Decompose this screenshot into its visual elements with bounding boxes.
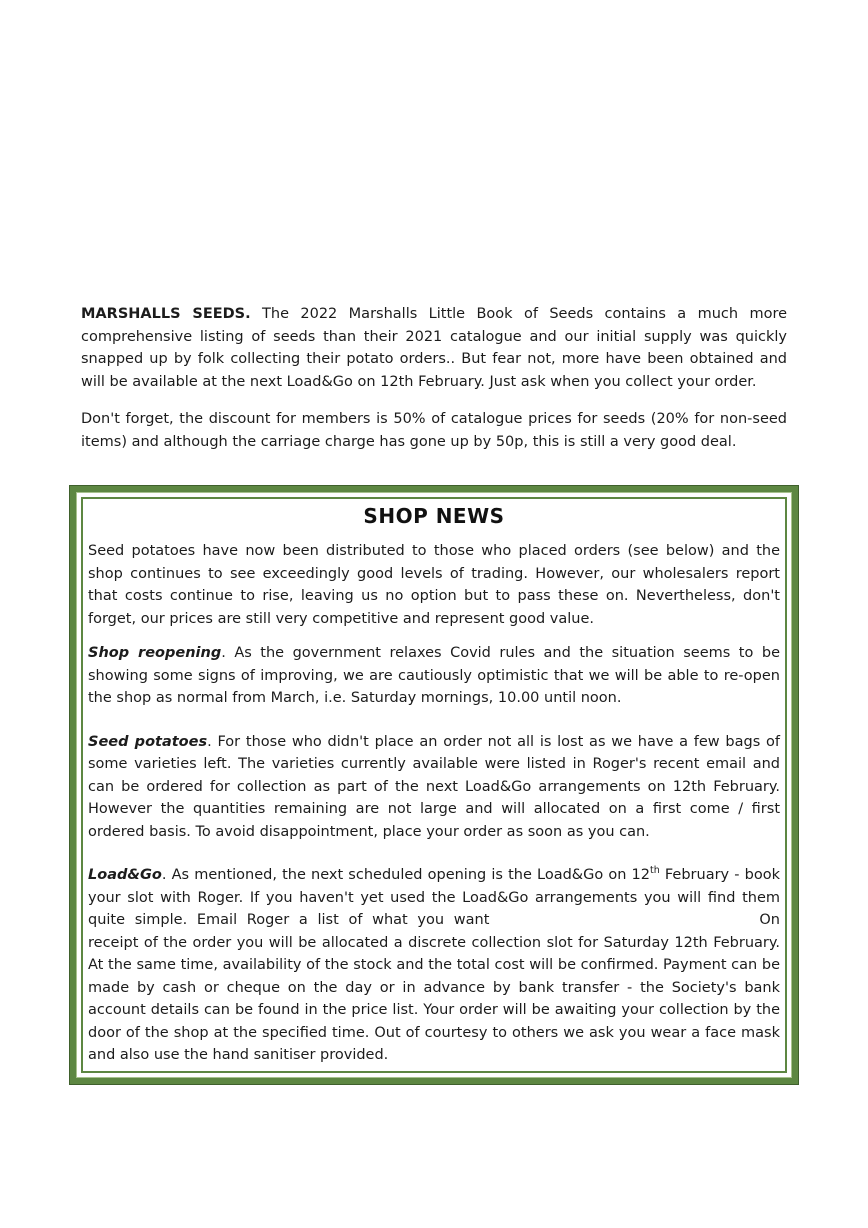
shop-news-box-frame [76, 492, 792, 1078]
shop-reopening-text: . As the government relaxes Covid rules and the situation seems to be showing some signs of improving, we are cautiously optimistic that we will be able to re-open the shop as normal from March, i.e. Saturday mornings, 10.00 until noon. [88, 645, 780, 706]
loadgo-lead: Load&Go [88, 867, 162, 883]
loadgo-text-1: . As mentioned, the next scheduled opening is the Load&Go on 12 [161, 867, 650, 883]
marshalls-seeds-text: The 2022 Marshalls Little Book of Seeds contains a much more comprehensive listing of seeds than their 2021 catalogue and our initial supply was quickly snapped up by folk collecting their potato orders.. But fear not, more have been obtained and will be available at the next Load&Go on 12th February. Just ask when you collect your order. [81, 306, 788, 390]
shop-news-title: SHOP NEWS [363, 504, 505, 528]
marshalls-seeds-paragraph [81, 303, 787, 393]
discount-paragraph: Don't forget, the discount for members is 50% of catalogue prices for seeds (20% for non-seed items) and although the carriage charge has gone up by 50p, this is still a very good deal. [81, 411, 787, 450]
loadgo-text-3: On receipt of the order you will be allocated a discrete collection slot for Saturday 12th February. At the same time, availability of the stock and the total cost will be confirmed. Payment can be made by cash or cheque on the day or in advance by bank transfer - the Society's bank account details can be found in the price list. Your order will be awaiting your collection by the door of the shop at the specified time. Out of courtesy to others we ask you wear a face mask and also use the hand sanitiser provided. [88, 912, 780, 1063]
shop-news-paragraph-trading: Seed potatoes have now been distributed to those who placed orders (see below) and the shop continues to see exceedingly good levels of trading. However, our wholesalers report that costs continue to rise, leaving us no option but to pass these on. Nevertheless, don't forget, our prices are still very competitive and represent good value. [88, 543, 780, 627]
marshalls-seeds-section [81, 303, 787, 453]
shop-news-paragraph-seed-potatoes [88, 731, 780, 844]
seed-potatoes-text: . For those who didn't place an order not all is lost as we have a few bags of some varieties left. The varieties currently available were listed in Roger's recent email and can be ordered for collection as part of the next Load&Go arrangements on 12th February. However the quantities remaining are not large and will allocated on a first come / first ordered basis. To avoid disappointment, place your order as soon as you can. [88, 733, 780, 840]
shop-reopening-lead: Shop reopening [88, 645, 222, 661]
seed-potatoes-lead: Seed potatoes [88, 733, 208, 750]
marshalls-seeds-heading: MARSHALLS SEEDS. [81, 306, 251, 322]
shop-news-box [69, 485, 799, 1085]
shop-news-box-content [81, 497, 787, 1073]
redacted-contact-gap [489, 923, 759, 924]
loadgo-text-2: February - book your slot with Roger. If you haven't yet used the Load&Go arrangements you will find them quite simple. Email Roger a list of what you want [88, 867, 780, 928]
loadgo-superscript: th [650, 865, 660, 877]
shop-news-paragraph-reopening [88, 642, 780, 710]
shop-news-paragraph-loadgo [88, 864, 780, 1067]
